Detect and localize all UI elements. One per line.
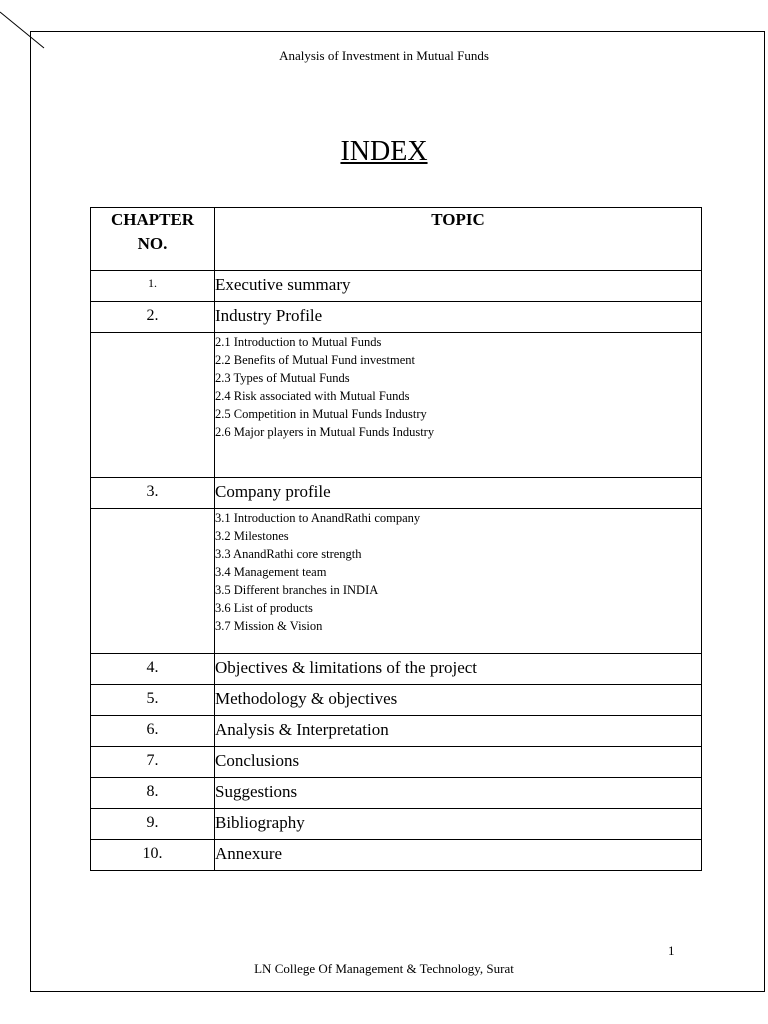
subtopic-item: 3.3 AnandRathi core strength [215,547,362,561]
subtopic-item: 2.6 Major players in Mutual Funds Industry [215,425,435,439]
chapter-number: 10. [91,840,215,871]
table-row [91,747,702,778]
chapter-topic: Company profile [215,478,702,509]
subtopic-item: 2.1 Introduction to Mutual Funds [215,335,382,349]
index-table [90,207,702,871]
chapter-number: 2. [91,302,215,333]
subtopic-item: 3.7 Mission & Vision [215,619,323,633]
chapter-header-line1: CHAPTER [110,210,195,229]
empty-cell [91,333,215,478]
table-row [91,685,702,716]
subtopic-item: 2.2 Benefits of Mutual Fund investment [215,353,415,367]
chapter-topic: Analysis & Interpretation [215,716,702,747]
table-row [91,840,702,871]
subtopic-list [215,509,702,654]
subtopic-item: 3.6 List of products [215,601,313,615]
page-number: 1 [668,943,675,958]
chapter-topic: Executive summary [215,271,702,302]
chapter-topic: Suggestions [215,778,702,809]
chapter-number: 4. [91,654,215,685]
subtopic-item: 2.5 Competition in Mutual Funds Industry [215,407,427,421]
chapter-number: 3. [91,478,215,509]
chapter-topic: Conclusions [215,747,702,778]
chapter-number: 7. [91,747,215,778]
table-row [91,478,702,509]
table-row [91,778,702,809]
table-row [91,716,702,747]
chapter-topic: Objectives & limitations of the project [215,654,702,685]
table-row [91,302,702,333]
chapter-number: 6. [91,716,215,747]
subtopic-item: 3.4 Management team [215,565,327,579]
topic-header: TOPIC [215,208,702,271]
subtopic-item: 3.1 Introduction to AnandRathi company [215,511,421,525]
subtopic-item: 2.3 Types of Mutual Funds [215,371,350,385]
subtopic-item: 3.2 Milestones [215,529,289,543]
subtopic-row [91,509,702,654]
chapter-number: 1. [91,271,215,302]
chapter-topic: Bibliography [215,809,702,840]
table-row [91,271,702,302]
page-title: INDEX [340,136,428,167]
subtopic-row [91,333,702,478]
chapter-header-line2: NO. [137,234,168,253]
table-row [91,809,702,840]
chapter-number: 5. [91,685,215,716]
page-footer: LN College Of Management & Technology, Surat [254,961,514,976]
page-header: Analysis of Investment in Mutual Funds [279,48,489,63]
subtopic-item: 3.5 Different branches in INDIA [215,583,379,597]
table-header-row [91,208,702,271]
chapter-topic: Annexure [215,840,702,871]
chapter-topic: Methodology & objectives [215,685,702,716]
chapter-number: 9. [91,809,215,840]
chapter-no-header [91,208,215,271]
table-row [91,654,702,685]
chapter-topic: Industry Profile [215,302,702,333]
subtopic-item: 2.4 Risk associated with Mutual Funds [215,389,410,403]
empty-cell [91,509,215,654]
chapter-number: 8. [91,778,215,809]
subtopic-list [215,333,702,478]
